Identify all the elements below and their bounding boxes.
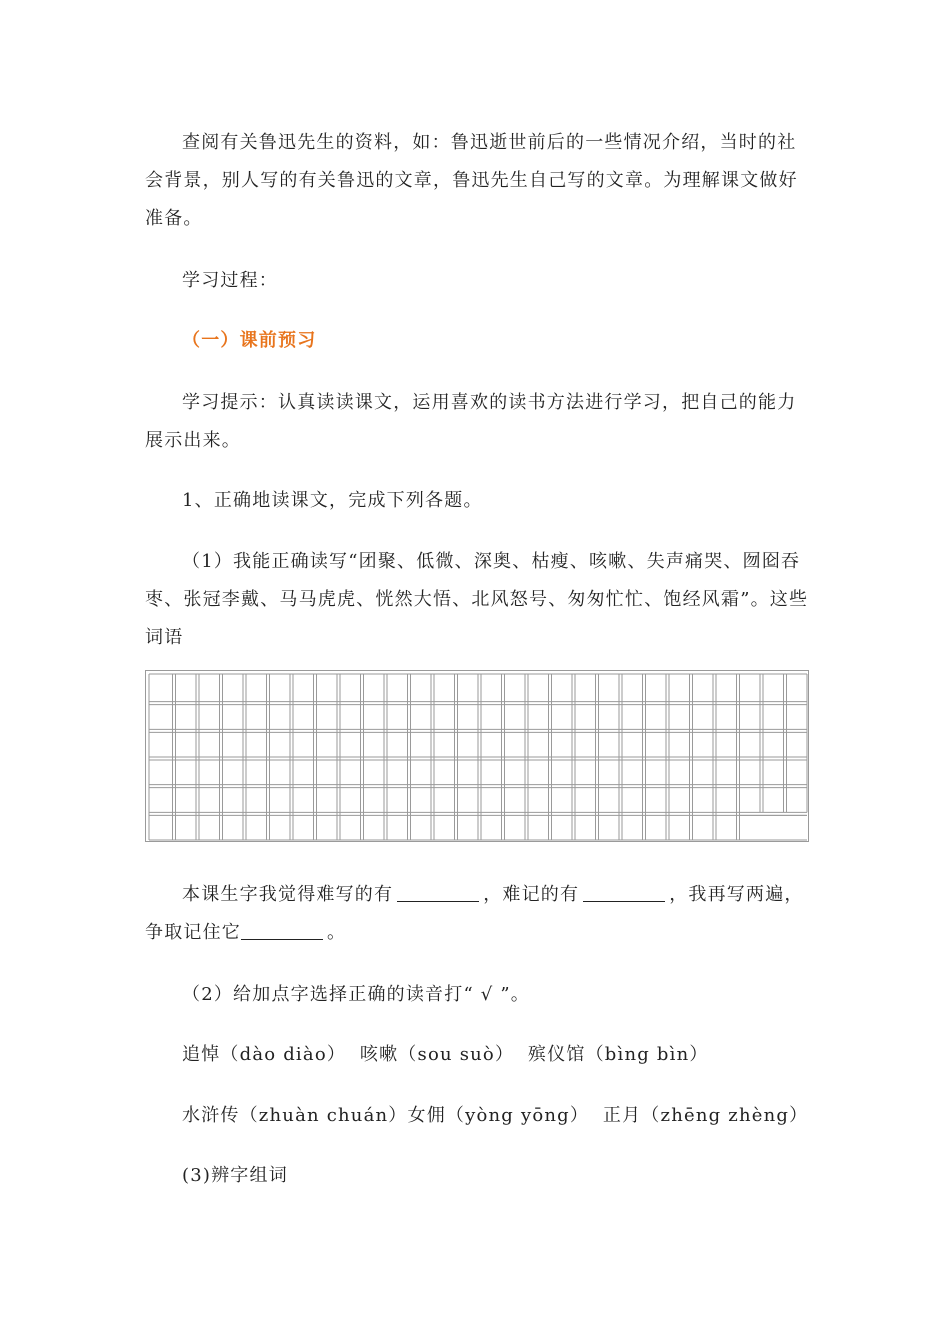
blank-hard-to-write[interactable]: [397, 883, 479, 902]
section-heading: （一）课前预习: [182, 330, 317, 351]
fill-text-4: 。: [327, 922, 347, 943]
fill-text-3: ，我再写两遍，争取记住它: [145, 884, 804, 943]
tip-paragraph: 学习提示：认真读读课文，运用喜欢的读书方法进行学习，把自己的能力展示出来。: [145, 392, 797, 451]
process-label: 学习过程：: [182, 270, 278, 291]
question-2: （2）给加点字选择正确的读音打“ √ ”。: [182, 984, 530, 1005]
intro-paragraph: 查阅有关鲁迅先生的资料，如：鲁迅逝世前后的一些情况介绍，当时的社会背景，别人写的有关鲁迅的文章，鲁迅先生自己写的文章。为理解课文做好准备。: [145, 132, 798, 229]
pinyin-line-2: 水浒传（zhuàn chuán）女佣（yòng yōng） 正月（zhēng zhèng）: [182, 1105, 809, 1126]
blank-write-twice[interactable]: [241, 921, 323, 940]
pinyin-line-1: 追悼（dào diào） 咳嗽（sou suò） 殡仪馆（bìng bìn）: [182, 1044, 709, 1065]
question-1: （1）我能正确读写“团聚、低微、深奥、枯瘦、咳嗽、失声痛哭、囫囵吞枣、张冠李戴、马马虎虎、恍然大悟、北风怒号、匆匆忙忙、饱经风霜”。这些词语: [145, 551, 809, 648]
writing-grid-lines: [146, 671, 810, 843]
question-3: (3)辨字组词: [182, 1165, 288, 1186]
fill-text-1: 本课生字我觉得难写的有: [182, 884, 394, 905]
task-1: 1、正确地读课文，完成下列各题。: [182, 490, 483, 511]
fill-in-paragraph: [145, 876, 810, 952]
fill-text-2: ，难记的有: [483, 884, 580, 905]
writing-grid[interactable]: [145, 670, 809, 842]
blank-hard-to-remember[interactable]: [583, 883, 665, 902]
